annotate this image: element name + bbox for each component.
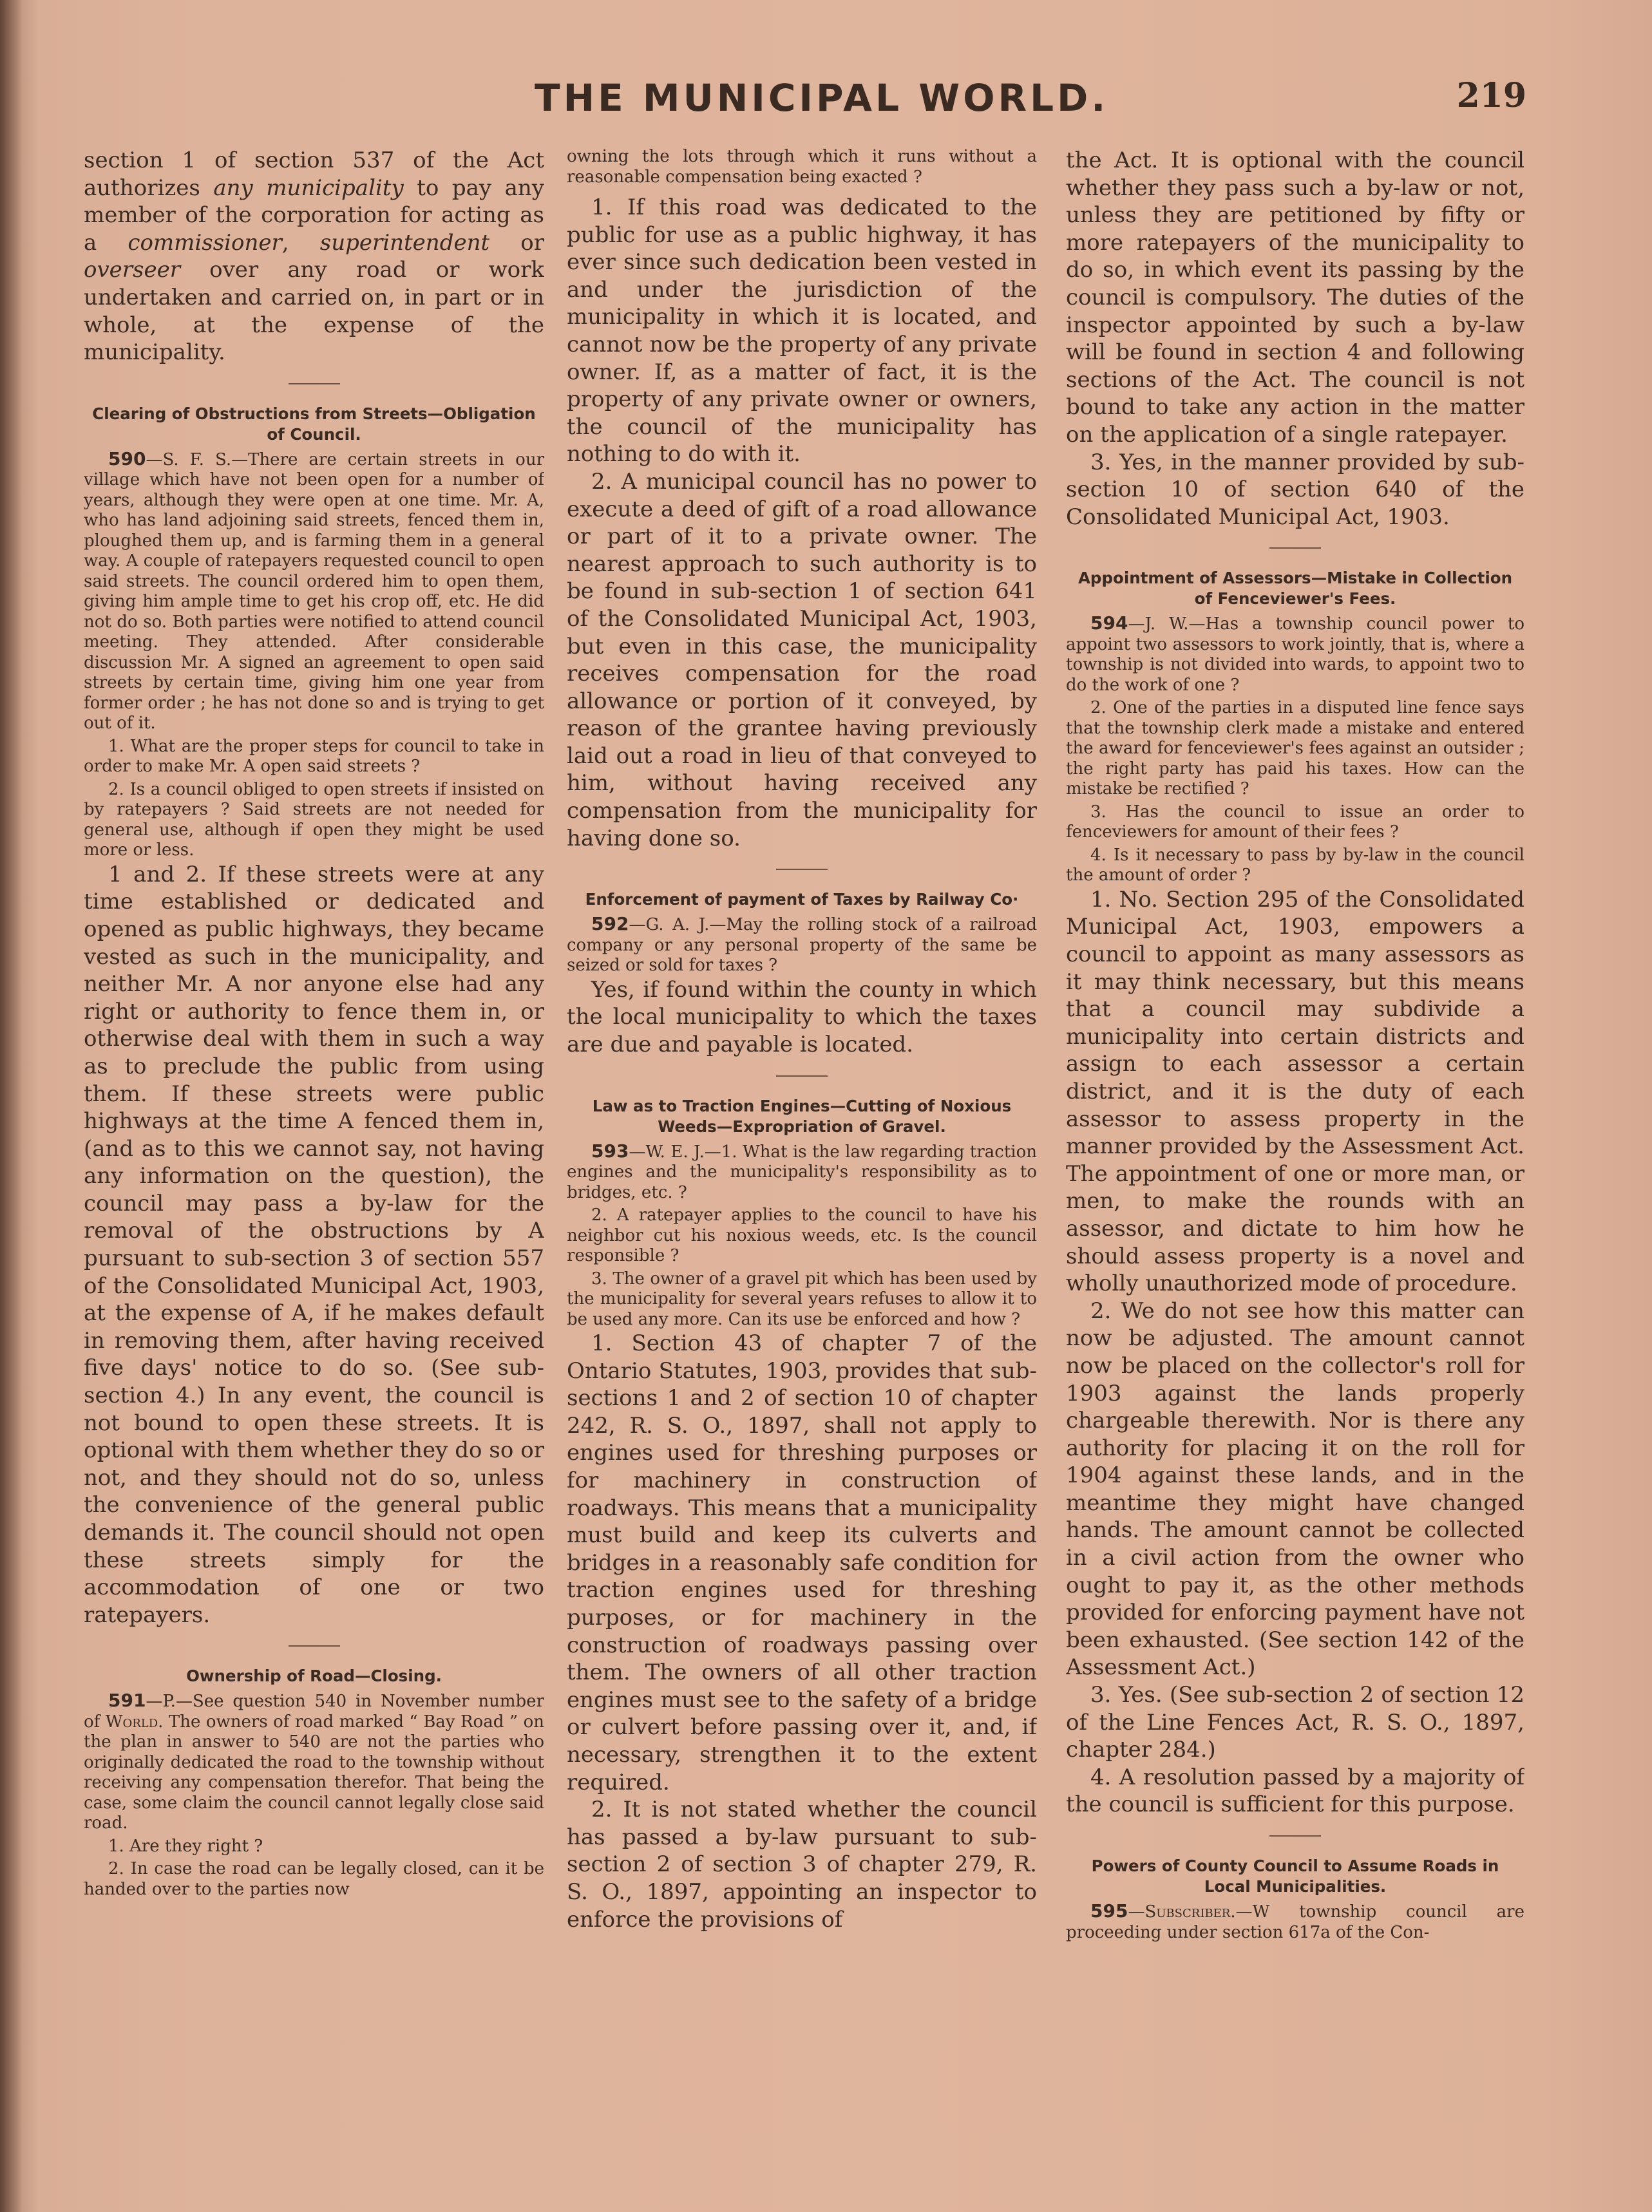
page-header [0,76,1652,134]
section-divider [289,383,340,384]
question-number: 593 [591,1140,629,1162]
answer-593-part-1: 1. Section 43 of chapter 7 of the Ontario Statutes, 1903, provides that sub-sections 1 and 2 of section 10 of chapter 242, R. S. O., 1897, shall not apply to engines used for threshing purposes or for machinery in construction of roadways. This means that a municipality must build and keep its culverts and bridges in a reasonably safe condition for traction engines used for threshing purposes, or for machinery in the construction of roadways passing over them. The owners of all other traction engines must see to the safety of a bridge or culvert before passing over it, and, if necessary, strengthen it to the extent required. [567,1330,1037,1795]
answer-594-part-2: 2. We do not see how this matter can now be adjusted. The amount cannot now be placed on the collector's roll for 1903 against the lands properly chargeable therewith. Nor is there any authority for placing it on the roll for 1904 against these lands, and in the meantime they might have changed hands. The amount cannot be collected in a civil action from the owner who ought to pay it, as the other methods provided for enforcing payment have not been exhausted. (See section 142 of the Assessment Act.) [1066,1298,1524,1681]
answer-594-part-4: 4. A resolution passed by a majority of the council is sufficient for this purpose. [1066,1764,1524,1818]
column-left [84,147,544,2175]
page-spine-shadow [0,0,22,2212]
question-594: 594—J. W.—Has a township council power to appoint two assessors to work jointly, that is, where a township is not divided into wards, to appoint two to do the work of one ? [1066,612,1524,695]
journal-title: THE MUNICIPAL WORLD. [535,76,1109,120]
answer-590: 1 and 2. If these streets were at any time established or dedicated and opened as public highways, they became vested as such in the municipality, and neither Mr. A nor anyone else had any right or authority to fence them in, or otherwise deal with them in such a way as to preclude the public from using them. If these streets were public highways at the time A fenced them in, (and as to this we cannot say, not having any information on the question), the council may pass a by-law for the removal of the obstructions by A pursuant to sub-section 3 of section 557 of the Consolidated Municipal Act, 1903, at the expense of A, if he makes default in removing them, after having received five days' notice to do so. (See sub-section 4.) In any event, the council is not bound to open these streets. It is optional with them whether they do so or not, and they should not do so, unless the convenience of the general public demands it. The council should not open these streets simply for the accommodation of one or two ratepayers. [84,861,544,1628]
section-divider [289,1645,340,1647]
question-594-part-2: 2. One of the parties in a disputed line fence says that the township clerk made a mistake and entered the award for fenceviewer's fees against an outsider ; the right party has paid his taxes. How can the mistake be rectified ? [1066,698,1524,799]
question-number: 594 [1090,612,1128,634]
question-number: 591 [108,1690,146,1712]
section-divider [1269,1835,1321,1837]
column-right [1066,147,1524,2175]
page-number: 219 [1456,76,1526,115]
answer-593-part-2: 2. It is not stated whether the council has passed a by-law pursuant to sub-section 2 of section 3 of chapter 279, R. S. O., 1897, appointing an inspector to enforce the provisions of [567,1797,1037,1933]
section-heading-592: Enforcement of payment of Taxes by Railway Co· [585,890,1019,909]
question-594-part-3: 3. Has the council to issue an order to fenceviewers for amount of their fees ? [1066,802,1524,842]
answer-593-part-3: 3. Yes, in the manner provided by sub-section 10 of section 640 of the Consolidated Municipal Act, 1903. [1066,449,1524,530]
question-591: 591—P.—See question 540 in November number of World. The owners of road marked “ Bay Road ” on the plan in answer to 540 are not the parties who originally dedicated the road to the township without receiving any compensation therefor. That being the case, some claim the council cannot legally close said road. [84,1690,544,1833]
question-593-part-3: 3. The owner of a gravel pit which has been used by the municipality for several years refuses to allow it to be used any more. Can its use be enforced and how ? [567,1269,1037,1329]
section-heading-593: Law as to Traction Engines—Cutting of Noxious Weeds—Expropriation of Gravel. [592,1096,1012,1136]
section-heading-595: Powers of County Council to Assume Roads in Local Municipalities. [1091,1857,1499,1896]
question-591-continued: owning the lots through which it runs without a reasonable compensation being exacted ? [567,147,1037,187]
section-divider [776,1075,828,1077]
question-590-part-2: 2. Is a council obliged to open streets if insisted on by ratepayers ? Said streets are not needed for general use, although if open they might be used more or less. [84,779,544,860]
question-593-part-2: 2. A ratepayer applies to the council to have his neighbor cut his noxious weeds, etc. Is the council responsible ? [567,1205,1037,1266]
question-number: 590 [108,448,146,469]
question-number: 592 [591,913,629,935]
section-heading-591: Ownership of Road—Closing. [186,1667,442,1686]
section-divider [1269,547,1321,549]
answer-593-part-2-continued: the Act. It is optional with the council whether they pass such a by-law or not, unless they are petitioned by fifty or more ratepayers of the municipality to do so, in which event its passing by the council is compulsory. The duties of the inspector appointed by such a by-law will be found in section 4 and following sections of the Act. The council is not bound to take any action in the matter on the application of a single ratepayer. [1066,147,1524,448]
answer-594-part-3: 3. Yes. (See sub-section 2 of section 12 of the Line Fences Act, R. S. O., 1897, chapter 284.) [1066,1682,1524,1763]
question-590-part-1: 1. What are the proper steps for council to take in order to make Mr. A open said streets ? [84,736,544,777]
question-590: 590—S. F. S.—There are certain streets in our village which have not been open for a number of years, although they were open at one time. Mr. A, who has land adjoining said streets, fenced them in, ploughed them up, and is farming them in a general way. A couple of ratepayers requested council to open said streets. The council ordered him to open them, giving him ample time to get his crop off, etc. He did not do so. Both parties were notified to attend council meeting. They attended. After considerable discussion Mr. A signed an agreement to open said streets by certain time, giving him one year from former order ; he has not done so and is trying to get out of it. [84,448,544,733]
answer-591-part-2: 2. A municipal council has no power to execute a deed of gift of a road allowance or part of it to a private owner. The nearest approach to such authority is to be found in sub-section 1 of section 641 of the Consolidated Municipal Act, 1903, but even in this case, the municipality receives compensation for the road allowance or portion of it conveyed, by reason of the grantee having previously laid out a road in lieu of that conveyed to him, without having received any compensation from the municipality for having done so. [567,468,1037,851]
answer-591-part-1: 1. If this road was dedicated to the public for use as a public highway, it has ever since such dedication been vested in and under the jurisdiction of the municipality in which it is located, and cannot now be the property of any private owner. If, as a matter of fact, it is the property of any private owner or owners, the council of the municipality has nothing to do with it. [567,194,1037,468]
question-592: 592—G. A. J.—May the rolling stock of a railroad company or any personal property of the same be seized or sold for taxes ? [567,913,1037,976]
column-middle [567,147,1037,2175]
question-591-part-1: 1. Are they right ? [108,1836,263,1856]
section-heading-594: Appointment of Assessors—Mistake in Collection of Fenceviewer's Fees. [1078,569,1513,609]
intro-paragraph: section 1 of section 537 of the Act authorizes any municipality to pay any member of the corporation for acting as a commissioner, superintendent or overseer over any road or work undertaken and carried on, in part or in whole, at the expense of the municipality. [84,147,544,366]
question-594-part-4: 4. Is it necessary to pass by by-law in the council the amount of order ? [1066,845,1524,885]
question-number: 595 [1090,1900,1128,1922]
answer-592: Yes, if found within the county in which the local municipality to which the taxes are due and payable is located. [567,976,1037,1057]
question-595: 595—Subscriber.—W township council are proceeding under section 617a of the Con- [1066,1900,1524,1942]
question-591-part-2: 2. In case the road can be legally closed, can it be handed over to the parties now [84,1859,544,1899]
section-heading-590: Clearing of Obstructions from Streets—Obligation of Council. [92,404,536,444]
question-593: 593—W. E. J.—1. What is the law regarding traction engines and the municipality's responsibility as to bridges, etc. ? [567,1140,1037,1202]
answer-594-part-1: 1. No. Section 295 of the Consolidated Municipal Act, 1903, empowers a council to appoint as many assessors as it may think necessary, but this means that a council may subdivide a municipality into certain districts and assign to each assessor a certain district, and it is the duty of each assessor to assess property in the manner provided by the Assessment Act. The appointment of one or more man, or men, to make the rounds with an assessor, and dictate to him how he should assess property is a novel and wholly unauthorized mode of procedure. [1066,886,1524,1297]
section-divider [776,869,828,870]
